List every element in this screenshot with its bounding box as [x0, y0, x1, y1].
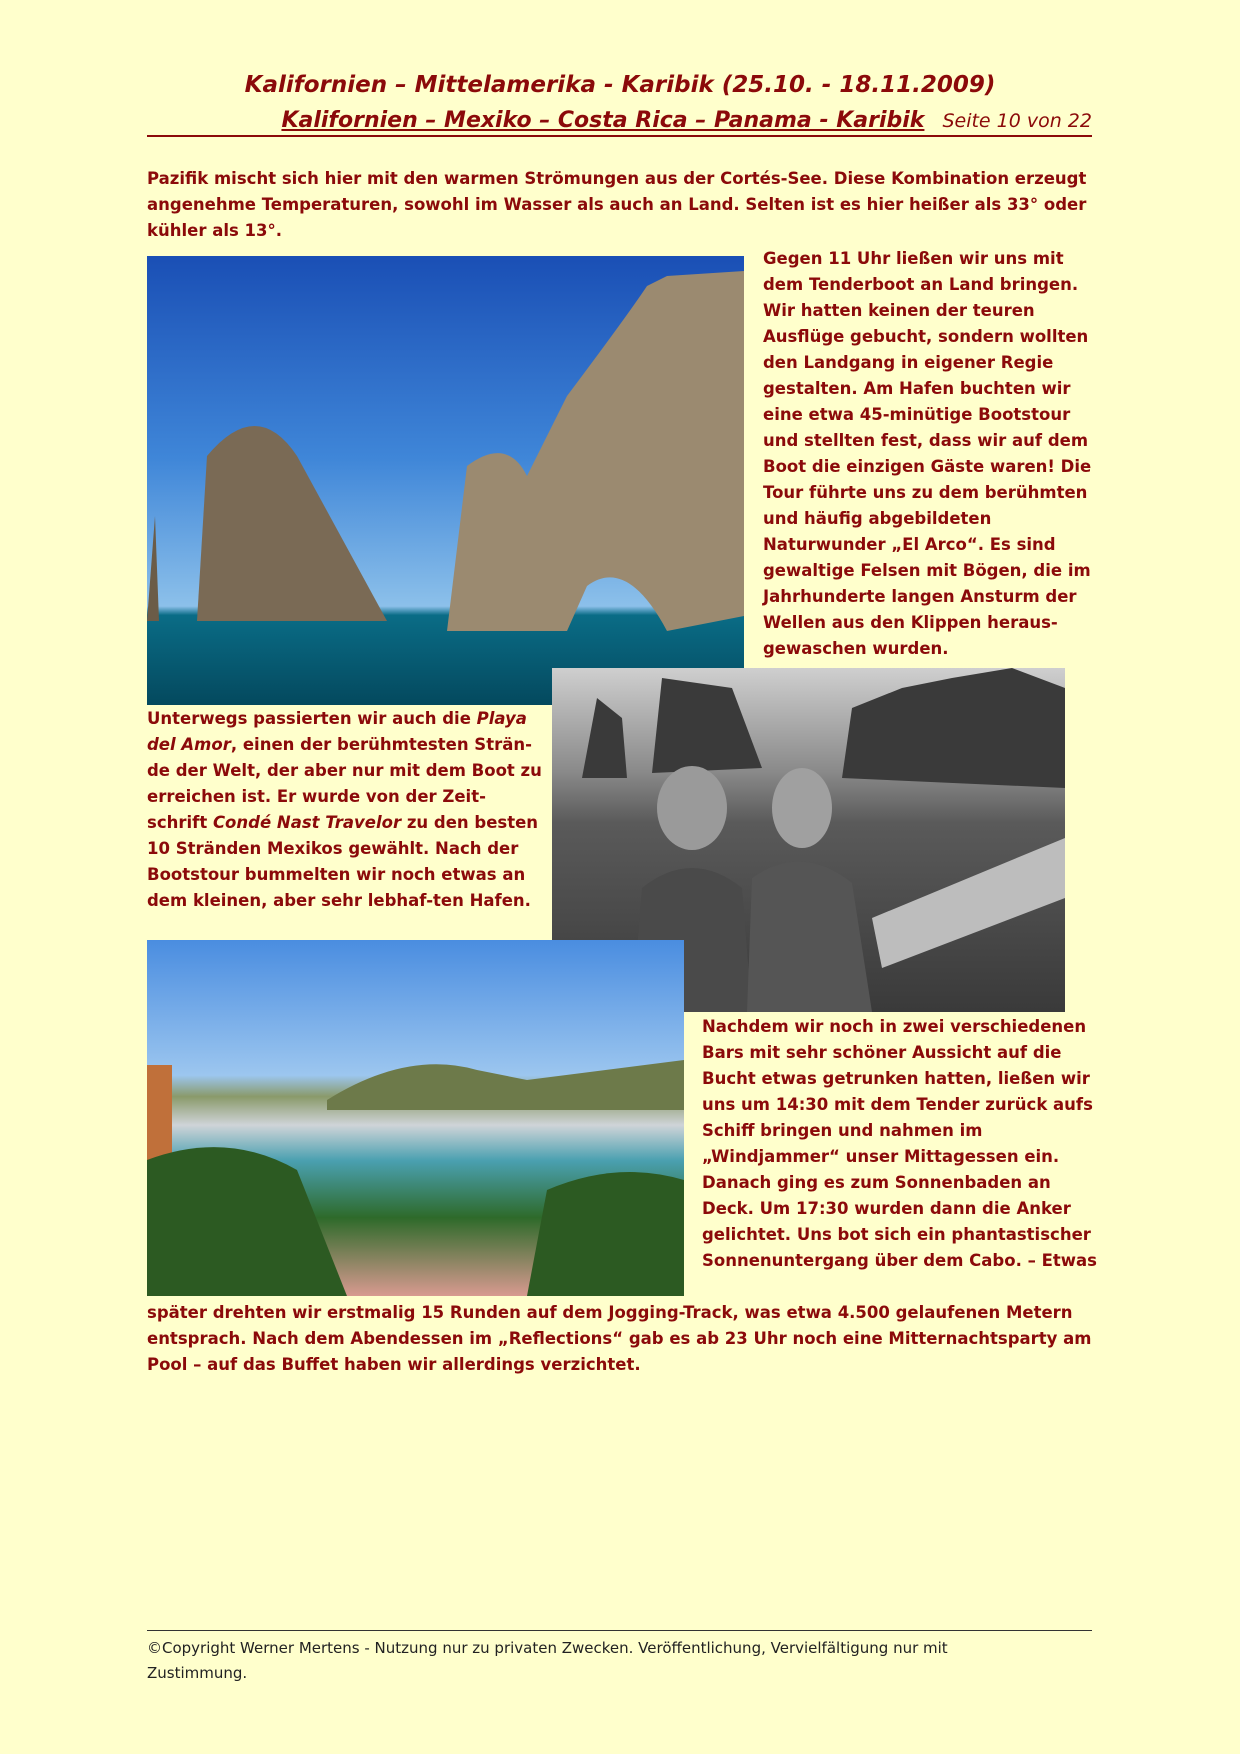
route-subtitle: Kalifornien – Mexiko – Costa Rica – Panama - Karibik [281, 108, 925, 133]
text-part: zu den besten 10 Stränden Mexikos gewählt. Nach der Bootstour bummelten wir noch etwas an dem kleinen, aber sehr lebhaf-ten Hafen. [147, 813, 539, 910]
rock-arch-illustration [147, 256, 744, 705]
document-title: Kalifornien – Mittelamerika - Karibik (25.10. - 18.11.2009) [244, 72, 996, 98]
photo-el-arco [147, 256, 744, 705]
copyright-footer: ©Copyright Werner Mertens - Nutzung nur zu privaten Zwecken. Veröffentlichung, Vervielfältigung nur mit Zustimmung. [147, 1639, 948, 1682]
text-column-boat-tour: Gegen 11 Uhr ließen wir uns mit dem Tenderboot an Land bringen. Wir hatten keinen der teuren Ausflüge gebucht, sondern wollten den Landgang in eigener Regie gestalten. Am Hafen buchten wir eine etwa 45-minütige Bootstour und stellten fest, dass wir auf dem Boot die einzigen Gäste waren! Die Tour führte uns zu dem berühmten und häufig abgebildeten Naturwunder „El Arco“. Es sind gewaltige Felsen mit Bögen, die im Jahrhunderte langen Ansturm der Wellen aus den Klippen heraus-gewaschen wurden. [763, 249, 1092, 658]
final-paragraph: später drehten wir erstmalig 15 Runden auf dem Jogging-Track, was etwa 4.500 gelaufenen Metern entsprach. Nach dem Abendessen im „Reflections“ gab es ab 23 Uhr noch eine Mitternachtsparty am Pool – auf das Buffet haben wir allerdings verzichtet. [147, 1303, 1092, 1374]
text-part: Unterwegs passierten wir auch die [147, 709, 477, 728]
text-part: , einen der berühmtesten Strän-de der Welt, der aber nur mit dem Boot zu erreichen ist. Er wurde von der Zeit-schrift [147, 735, 542, 832]
document-subtitle [147, 108, 1092, 137]
page-number: Seite 10 von 22 [942, 110, 1092, 132]
footer-divider [147, 1630, 1092, 1631]
beach-name: Playa del Amor [147, 709, 527, 754]
text-column-afternoon: Nachdem wir noch in zwei verschiedenen Bars mit sehr schöner Aussicht auf die Bucht etwas getrunken hatten, ließen wir uns um 14:30 mit dem Tender zurück aufs Schiff bringen und nahmen im „Windjammer“ unser Mittagessen ein. Danach ging es zum Sonnenbaden an Deck. Um 17:30 wurden dann die Anker gelichtet. Uns bot sich ein phantastischer Sonnenuntergang über dem Cabo. – Etwas [702, 1017, 1097, 1270]
photo-marina-cabo [147, 940, 684, 1296]
marina-illustration [147, 940, 684, 1296]
intro-paragraph: Pazifik mischt sich hier mit den warmen Strömungen aus der Cortés-See. Diese Kombination erzeugt angenehme Temperaturen, sowohl im Wasser als auch an Land. Selten ist es hier heißer als 33° oder kühler als 13°. [147, 169, 1087, 240]
magazine-name: Condé Nast Travelor [212, 813, 402, 832]
text-column-playa-del-amor [147, 706, 542, 914]
